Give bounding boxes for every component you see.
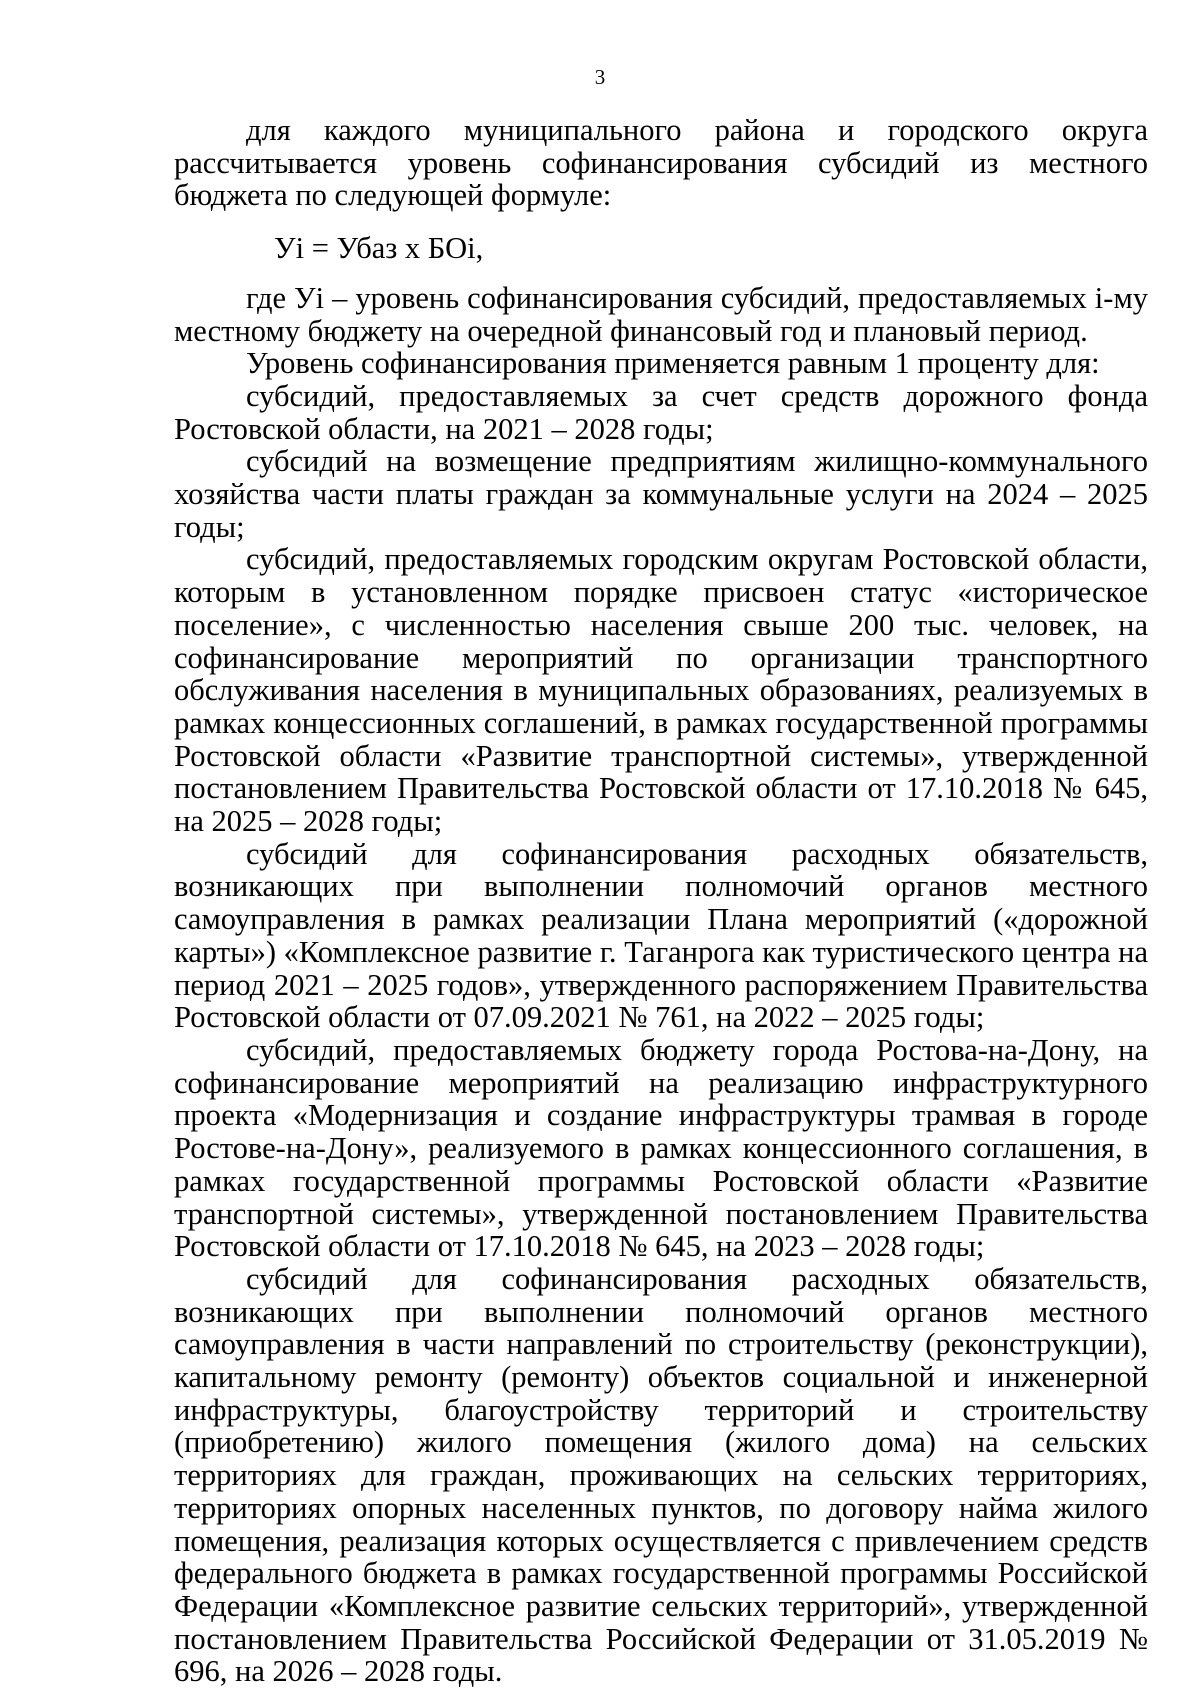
paragraph-definition: где Уi – уровень софинансирования субсидий, предоставляемых i-му местному бюджету на очередной финансовый год и плановый период. [174,280,1148,348]
formula: Уi = Убаз х БОi, [274,231,484,266]
paragraph-road-fund: субсидий, предоставляемых за счет средств дорожного фонда Ростовской области, на 2021 – 2028 годы; [174,378,1148,446]
paragraph-utilities: субсидий на возмещение предприятиям жилищно-коммунального хозяйства части платы граждан за коммунальные услуги на 2024 – 2025 годы; [174,444,1148,544]
paragraph-formula-intro: для каждого муниципального района и городского округа рассчитывается уровень софинансирования субсидий из местного бюджета по следующей формуле: [174,113,1148,213]
paragraph-tram: субсидий, предоставляемых бюджету города Ростова-на-Дону, на софинансирование мероприятий на реализацию инфраструктурного проекта «Модернизация и создание инфраструктуры трамвая в городе Ростове-на-Дону», реализуемого в рамках концессионного соглашения, в рамках государственной программы Ростовской области «Развитие транспортной системы», утвержденной постановлением Правительства Ростовской области от 17.10.2018 № 645, на 2023 – 2028 годы; [174,1032,1148,1264]
paragraph-transport-concession: субсидий, предоставляемых городским округам Ростовской области, которым в установленном порядке присвоен статус «историческое поселение», с численностью населения свыше 200 тыс. человек, на софинансирование мероприятий по организации транспортного обслуживания населения в муниципальных образованиях, реализуемых в рамках концессионных соглашений, в рамках государственной программы Ростовской области «Развитие транспортной системы», утвержденной постановлением Правительства Ростовской области от 17.10.2018 № 645, на 2025 – 2028 годы; [174,542,1148,839]
document-body [174,114,1148,1688]
page-number: 3 [594,65,606,89]
paragraph-taganrog: субсидий для софинансирования расходных обязательств, возникающих при выполнении полномочий органов местного самоуправления в рамках реализации Плана мероприятий («дорожной карты») «Комплексное развитие г. Таганрога как туристического центра на период 2021 – 2025 годов», утвержденного распоряжением Правительства Ростовской области от 07.09.2021 № 761, на 2022 – 2025 годы; [174,836,1148,1035]
paragraph-level-rule: Уровень софинансирования применяется равным 1 проценту для: [246,346,1100,381]
paragraph-rural: субсидий для софинансирования расходных обязательств, возникающих при выполнении полномочий органов местного самоуправления в части направлений по строительству (реконструкции), капитальному ремонту (ремонту) объектов социальной и инженерной инфраструктуры, благоустройству территорий и строительству (приобретению) жилого помещения (жилого дома) на сельских территориях для граждан, проживающих на сельских территориях, территориях опорных населенных пунктов, по договору найма жилого помещения, реализация которых осуществляется с привлечением средств федерального бюджета в рамках государственной программы Российской Федерации «Комплексное развитие сельских территорий», утвержденной постановлением Правительства Российской Федерации от 31.05.2019 № 696, на 2026 – 2028 годы. [174,1261,1148,1689]
